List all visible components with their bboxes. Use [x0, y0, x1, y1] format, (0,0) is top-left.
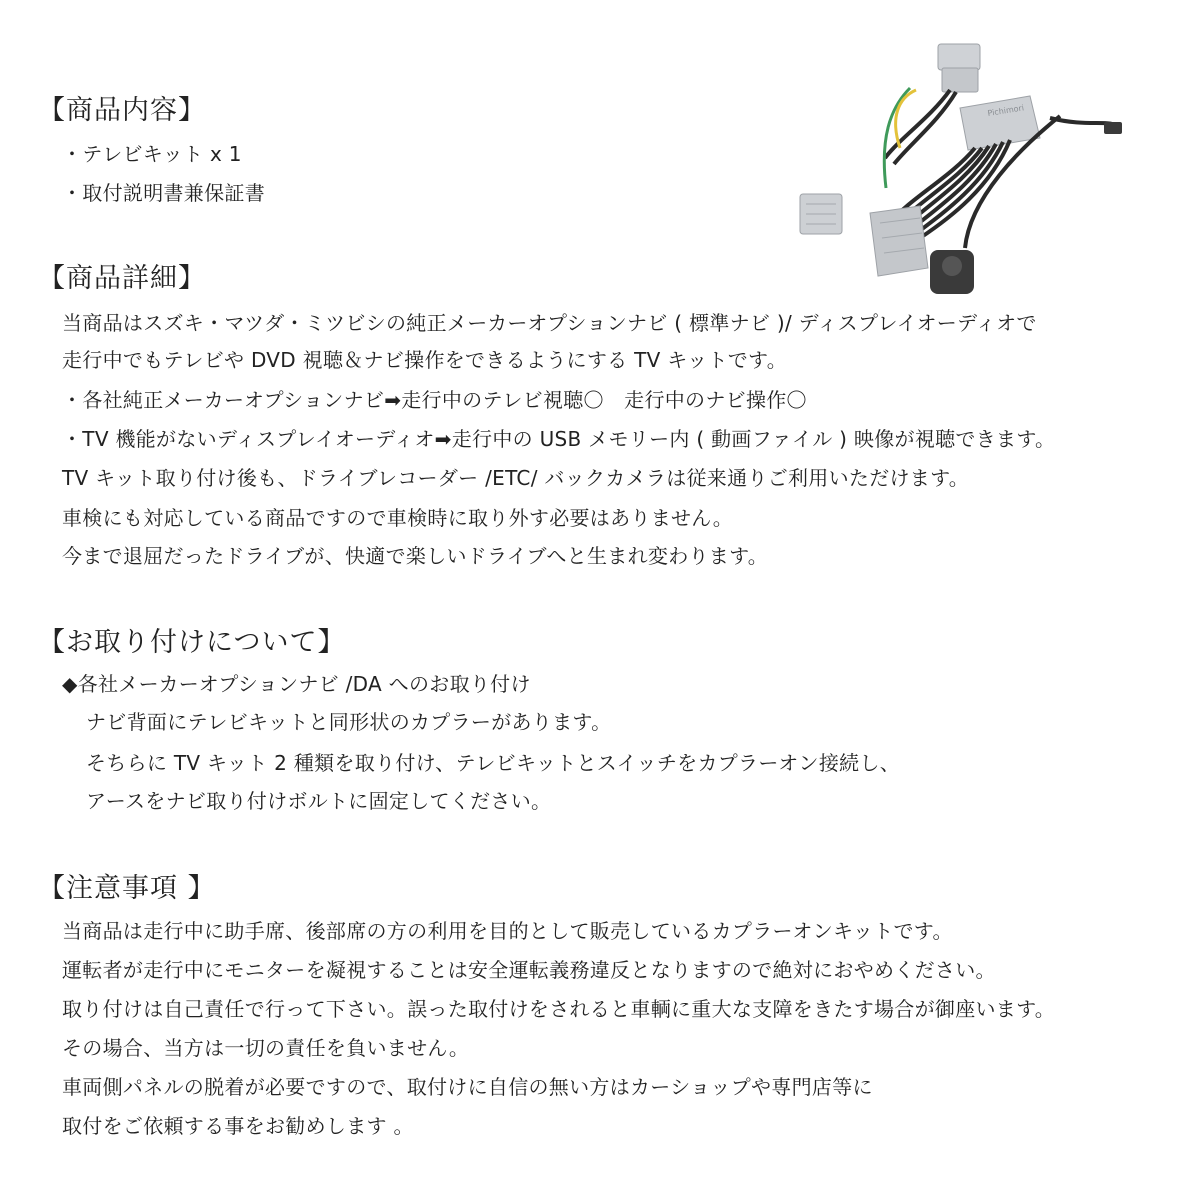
- top-connector-icon: [938, 44, 980, 92]
- tv-kit-product-image: [790, 38, 1130, 308]
- details-line: 走行中でもテレビや DVD 視聴＆ナビ操作をできるようにする TV キットです。: [62, 348, 788, 372]
- notes-line: 取付をご依頼する事をお勧めします 。: [62, 1114, 414, 1138]
- details-line: ・TV 機能がないディスプレイオーディオ➡走行中の USB メモリー内 ( 動画ファイル ) 映像が視聴できます。: [62, 427, 1056, 451]
- contents-item: ・テレビキット x 1: [62, 142, 242, 166]
- small-connector-icon: [1104, 122, 1122, 134]
- notes-line: 車両側パネルの脱着が必要ですので、取付けに自信の無い方はカーショップや専門店等に: [62, 1075, 873, 1099]
- notes-line: 当商品は走行中に助手席、後部席の方の利用を目的として販売しているカプラーオンキットです。: [62, 919, 953, 943]
- contents-item: ・取付説明書兼保証書: [62, 181, 265, 205]
- brand-label: Pichimori: [986, 103, 1025, 118]
- center-connector-icon: [870, 206, 928, 276]
- section-heading-details: 【商品詳細】: [38, 263, 206, 294]
- installation-line: アースをナビ取り付けボルトに固定してください。: [86, 789, 552, 813]
- installation-line: ◆各社メーカーオプションナビ /DA へのお取り付け: [62, 672, 531, 696]
- details-line: ・各社純正メーカーオプションナビ➡走行中のテレビ視聴〇 走行中のナビ操作〇: [62, 388, 807, 412]
- details-line: 今まで退屈だったドライブが、快適で楽しいドライブへと生まれ変わります。: [62, 544, 769, 568]
- installation-line: ナビ背面にテレビキットと同形状のカプラーがあります。: [86, 710, 612, 734]
- notes-line: 運転者が走行中にモニターを凝視することは安全運転義務違反となりますので絶対におやめください。: [62, 958, 996, 982]
- details-line: TV キット取り付け後も、ドライブレコーダー /ETC/ バックカメラは従来通りご利用いただけます。: [62, 466, 970, 490]
- yellow-wire-icon: [896, 90, 916, 148]
- notes-line: その場合、当方は一切の責任を負いません。: [62, 1036, 470, 1060]
- switch-icon: [930, 250, 974, 294]
- installation-line: そちらに TV キット 2 種類を取り付け、テレビキットとスイッチをカプラーオン接続し、: [86, 751, 901, 775]
- details-line: 当商品はスズキ・マツダ・ミツビシの純正メーカーオプションナビ ( 標準ナビ )/ ディスプレイオーディオで: [62, 311, 1037, 335]
- notes-line: 取り付けは自己責任で行って下さい。誤った取付けをされると車輌に重大な支障をきたす場合が御座います。: [62, 997, 1056, 1021]
- section-heading-contents: 【商品内容】: [38, 95, 206, 126]
- section-heading-notes: 【注意事項 】: [38, 873, 216, 904]
- section-heading-installation: 【お取り付けについて】: [38, 627, 346, 658]
- left-connector-icon: [800, 194, 842, 234]
- details-line: 車検にも対応している商品ですので車検時に取り外す必要はありません。: [62, 506, 734, 530]
